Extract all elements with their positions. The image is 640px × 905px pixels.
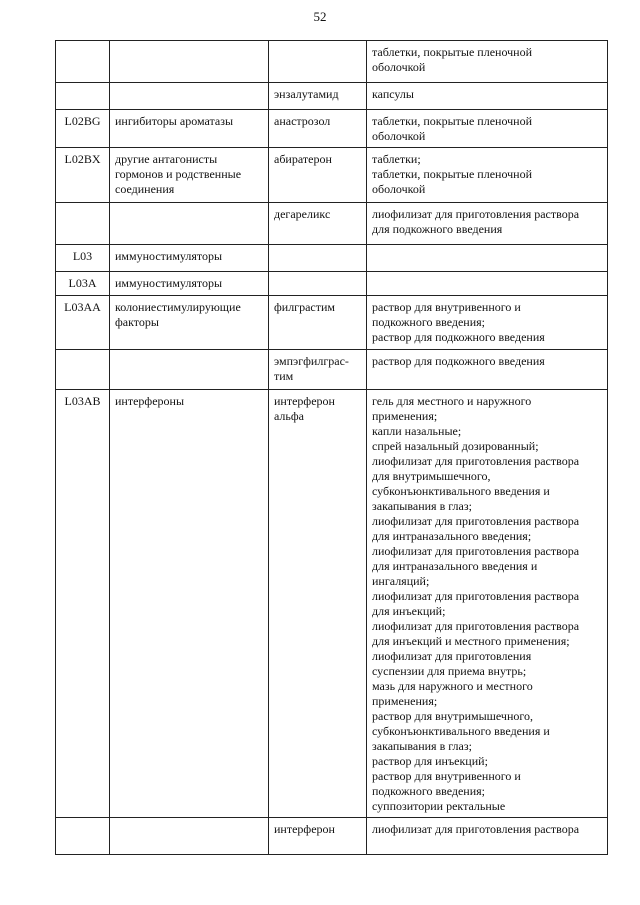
- table-row: [56, 110, 608, 148]
- atc-code-cell: [56, 203, 110, 245]
- dosage-form-line: раствор для внутримышечного,: [372, 709, 533, 723]
- page-number: 52: [313, 9, 327, 24]
- atc-code-cell: [56, 350, 110, 390]
- dosage-forms-cell: [367, 41, 608, 83]
- atc-code-cell: L03AA: [56, 296, 110, 350]
- group-name-cell: иммуностимуляторы: [110, 245, 269, 272]
- dosage-form-line: суспензии для приема внутрь;: [372, 664, 527, 678]
- substance-cell: интерферон альфа: [269, 390, 367, 818]
- dosage-forms-cell: [367, 148, 608, 203]
- group-name-cell: [110, 203, 269, 245]
- substance-cell: энзалутамид: [269, 83, 367, 110]
- dosage-form-line: ингаляций;: [372, 574, 430, 588]
- dosage-form-line: закапывания в глаз;: [372, 739, 472, 753]
- dosage-form-line: оболочкой: [372, 60, 426, 74]
- group-name-cell: [110, 350, 269, 390]
- dosage-form-line: лиофилизат для приготовления раствора: [372, 589, 580, 603]
- dosage-form-line: раствор для внутривенного и: [372, 769, 521, 783]
- dosage-forms-cell: [367, 390, 608, 818]
- dosage-form-line: применения;: [372, 694, 438, 708]
- atc-code-cell: [56, 83, 110, 110]
- dosage-form-line: капли назальные;: [372, 424, 462, 438]
- dosage-form-line: применения;: [372, 409, 438, 423]
- group-name-cell: иммуностимуляторы: [110, 272, 269, 296]
- atc-code-cell: L03AB: [56, 390, 110, 818]
- substance-cell: абиратерон: [269, 148, 367, 203]
- dosage-forms-cell: [367, 110, 608, 148]
- atc-code-cell: [56, 41, 110, 83]
- dosage-form-line: для интраназального введения;: [372, 529, 532, 543]
- dosage-forms-cell: [367, 245, 608, 272]
- table-row: [56, 83, 608, 110]
- dosage-forms-cell: [367, 296, 608, 350]
- group-name-cell: ингибиторы ароматазы: [110, 110, 269, 148]
- atc-code-cell: L03A: [56, 272, 110, 296]
- substance-cell: интерферон: [269, 818, 367, 855]
- dosage-forms-cell: [367, 272, 608, 296]
- atc-code-cell: L02BX: [56, 148, 110, 203]
- dosage-form-line: таблетки, покрытые пленочной: [372, 114, 533, 128]
- dosage-form-line: раствор для инъекций;: [372, 754, 488, 768]
- dosage-form-line: для инъекций;: [372, 604, 446, 618]
- dosage-form-line: мазь для наружного и местного: [372, 679, 533, 693]
- table-row: [56, 41, 608, 83]
- substance-cell: филграстим: [269, 296, 367, 350]
- dosage-form-line: таблетки, покрытые пленочной: [372, 45, 533, 59]
- dosage-form-line: лиофилизат для приготовления раствора: [372, 619, 580, 633]
- dosage-form-line: оболочкой: [372, 182, 426, 196]
- substance-cell: [269, 245, 367, 272]
- dosage-form-line: раствор для внутривенного и: [372, 300, 521, 314]
- dosage-form-line: для интраназального введения и: [372, 559, 538, 573]
- atc-code-cell: L02BG: [56, 110, 110, 148]
- dosage-form-line: таблетки;: [372, 152, 421, 166]
- table-body: [56, 41, 608, 855]
- group-name-cell: [110, 818, 269, 855]
- dosage-form-line: спрей назальный дозированный;: [372, 439, 539, 453]
- table-row: [56, 818, 608, 855]
- dosage-forms-cell: [367, 818, 608, 855]
- dosage-form-line: субконъюнктивального введения и: [372, 724, 550, 738]
- dosage-form-line: лиофилизат для приготовления раствора: [372, 207, 580, 221]
- table-row: [56, 203, 608, 245]
- substance-cell: [269, 272, 367, 296]
- dosage-form-line: подкожного введения;: [372, 784, 485, 798]
- substance-cell: анастрозол: [269, 110, 367, 148]
- dosage-forms-cell: [367, 83, 608, 110]
- dosage-form-line: суппозитории ректальные: [372, 799, 506, 813]
- dosage-forms-cell: [367, 203, 608, 245]
- dosage-form-line: для подкожного введения: [372, 222, 503, 236]
- table-row: [56, 350, 608, 390]
- dosage-form-line: субконъюнктивального введения и: [372, 484, 550, 498]
- atc-code-cell: [56, 818, 110, 855]
- drug-table: [55, 40, 608, 855]
- table-row: [56, 245, 608, 272]
- group-name-cell: интерфероны: [110, 390, 269, 818]
- group-name-cell: [110, 41, 269, 83]
- dosage-form-line: лиофилизат для приготовления: [372, 649, 532, 663]
- dosage-form-line: раствор для подкожного введения: [372, 354, 545, 368]
- substance-cell: дегареликс: [269, 203, 367, 245]
- dosage-form-line: закапывания в глаз;: [372, 499, 472, 513]
- table-row: [56, 390, 608, 818]
- dosage-form-line: оболочкой: [372, 129, 426, 143]
- table-row: [56, 148, 608, 203]
- group-name-cell: [110, 83, 269, 110]
- table-row: [56, 296, 608, 350]
- group-name-cell: другие антагонисты гормонов и родственные соединения: [110, 148, 269, 203]
- dosage-form-line: лиофилизат для приготовления раствора: [372, 822, 580, 836]
- dosage-form-line: раствор для подкожного введения: [372, 330, 545, 344]
- atc-code-cell: L03: [56, 245, 110, 272]
- dosage-form-line: лиофилизат для приготовления раствора: [372, 514, 580, 528]
- substance-cell: эмпэгфилграс-тим: [269, 350, 367, 390]
- substance-cell: [269, 41, 367, 83]
- dosage-form-line: лиофилизат для приготовления раствора: [372, 544, 580, 558]
- group-name-cell: колониестимулирующие факторы: [110, 296, 269, 350]
- table-row: [56, 272, 608, 296]
- dosage-form-line: лиофилизат для приготовления раствора: [372, 454, 580, 468]
- dosage-form-line: таблетки, покрытые пленочной: [372, 167, 533, 181]
- dosage-form-line: для внутримышечного,: [372, 469, 491, 483]
- dosage-form-line: гель для местного и наружного: [372, 394, 532, 408]
- dosage-form-line: подкожного введения;: [372, 315, 485, 329]
- dosage-form-line: для инъекций и местного применения;: [372, 634, 570, 648]
- dosage-form-line: капсулы: [372, 87, 414, 101]
- dosage-forms-cell: [367, 350, 608, 390]
